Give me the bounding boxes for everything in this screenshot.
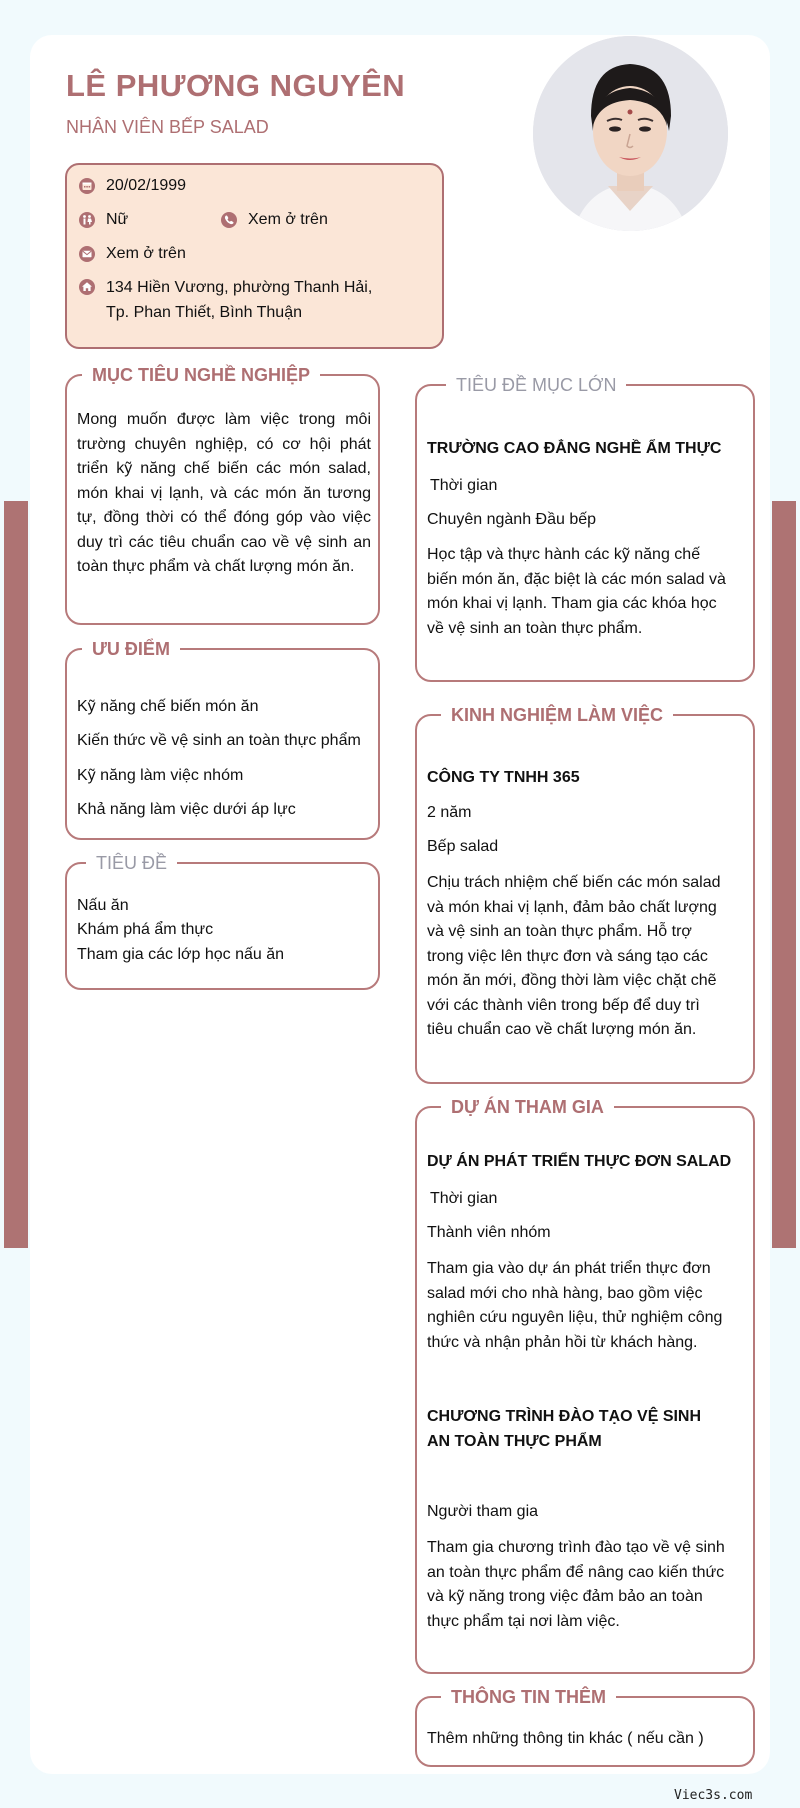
phone-row <box>220 211 328 229</box>
email-value: Xem ở trên <box>106 245 186 262</box>
hobbies-section <box>65 853 380 990</box>
experience-section <box>415 705 755 1084</box>
left-accent-bar <box>4 501 28 1248</box>
extra-info-section <box>415 1687 755 1767</box>
watermark: Viec3s.com <box>674 1788 753 1803</box>
address-line-2: Tp. Phan Thiết, Bình Thuận <box>106 304 302 321</box>
experience-duration: 2 năm <box>427 804 472 821</box>
job-title: NHÂN VIÊN BẾP SALAD <box>66 117 269 137</box>
education-major: Chuyên ngành Đầu bếp <box>427 511 597 528</box>
education-title: TIÊU ĐỀ MỤC LỚN <box>446 374 626 396</box>
project-time: Thời gian <box>430 1190 498 1207</box>
objective-text: Mong muốn được làm việc trong môi trường chuyên nghiệp, có cơ hội phát triển kỹ năng chế biến các món salad, món khai vị lạnh, và các món ăn tương tự, đồng thời có thể đóng góp vào việc duy trì các tiêu chuẩn cao về vệ sinh an toàn thực phẩm và chất lượng món ăn. <box>77 411 371 575</box>
experience-company: CÔNG TY TNHH 365 <box>427 769 580 786</box>
projects-title: DỰ ÁN THAM GIA <box>441 1096 614 1118</box>
email-row <box>78 245 186 263</box>
gender-row <box>78 211 128 229</box>
objective-title: MỤC TIÊU NGHỀ NGHIỆP <box>82 364 320 386</box>
project-role: Thành viên nhóm <box>427 1224 551 1241</box>
experience-description: Chịu trách nhiệm chế biến các món salad và món khai vị lạnh, đảm bảo chất lượng và vệ sinh an toàn thực phẩm. Hỗ trợ trong việc lên thực đơn và sáng tạo các món ăn mới, đồng thời làm việc chặt chẽ với các thành viên trong bếp để duy trì tiêu chuẩn cao về chất lượng món ăn. <box>427 874 721 1038</box>
address-row <box>78 275 372 325</box>
calendar-icon <box>78 177 96 195</box>
extra-info-text: Thêm những thông tin khác ( nếu cần ) <box>427 1730 704 1747</box>
strengths-title: ƯU ĐIỂM <box>82 638 180 660</box>
strength-item: Kỹ năng làm việc nhóm <box>77 767 244 784</box>
strengths-section <box>65 639 380 840</box>
phone-value: Xem ở trên <box>248 211 328 228</box>
home-icon <box>78 278 96 296</box>
contact-box <box>65 163 444 349</box>
right-accent-bar <box>772 501 796 1248</box>
education-section <box>415 375 755 682</box>
hobbies-title: TIÊU ĐỀ <box>86 852 177 874</box>
project-description: Tham gia vào dự án phát triển thực đơn salad mới cho nhà hàng, bao gồm việc nghiên cứu nguyên liệu, thử nghiệm công thức và nhận phản hồi từ khách hàng. <box>427 1260 723 1351</box>
project-role: Người tham gia <box>427 1503 539 1520</box>
gender-icon <box>78 211 96 229</box>
mail-icon <box>78 245 96 263</box>
project-name: DỰ ÁN PHÁT TRIỂN THỰC ĐƠN SALAD <box>427 1153 732 1170</box>
objective-section <box>65 365 380 625</box>
project-description: Tham gia chương trình đào tạo về vệ sinh an toàn thực phẩm để nâng cao kiến thức và kỹ năng trong việc đảm bảo an toàn thực phẩm tại nơi làm việc. <box>427 1539 725 1630</box>
gender-value: Nữ <box>106 211 129 228</box>
extra-info-title: THÔNG TIN THÊM <box>441 1686 616 1708</box>
project-name: CHƯƠNG TRÌNH ĐÀO TẠO VỆ SINH AN TOÀN THỰC PHẨM <box>427 1408 702 1450</box>
phone-icon <box>220 211 238 229</box>
strength-item: Kiến thức về vệ sinh an toàn thực phẩm <box>77 732 361 749</box>
strength-item: Khả năng làm việc dưới áp lực <box>77 801 296 818</box>
experience-title: KINH NGHIỆM LÀM VIỆC <box>441 704 673 726</box>
experience-position: Bếp salad <box>427 838 499 855</box>
candidate-name: LÊ PHƯƠNG NGUYÊN <box>66 68 406 103</box>
birthday-value: 20/02/1999 <box>106 177 187 194</box>
strength-item: Kỹ năng chế biến món ăn <box>77 698 259 715</box>
projects-section <box>415 1097 755 1674</box>
education-school: TRƯỜNG CAO ĐẲNG NGHỀ ẨM THỰC <box>427 440 722 457</box>
hobby-item: Khám phá ẩm thực <box>77 921 214 938</box>
education-description: Học tập và thực hành các kỹ năng chế biến món ăn, đặc biệt là các món salad và món khai vị lạnh. Tham gia các khóa học về vệ sinh an toàn thực phẩm. <box>427 546 726 637</box>
hobby-item: Nấu ăn <box>77 897 129 914</box>
address-line-1: 134 Hiền Vương, phường Thanh Hải, <box>106 279 373 296</box>
avatar <box>533 36 728 231</box>
education-time: Thời gian <box>430 477 498 494</box>
birthday-row <box>78 177 186 195</box>
hobby-item: Tham gia các lớp học nấu ăn <box>77 946 285 963</box>
